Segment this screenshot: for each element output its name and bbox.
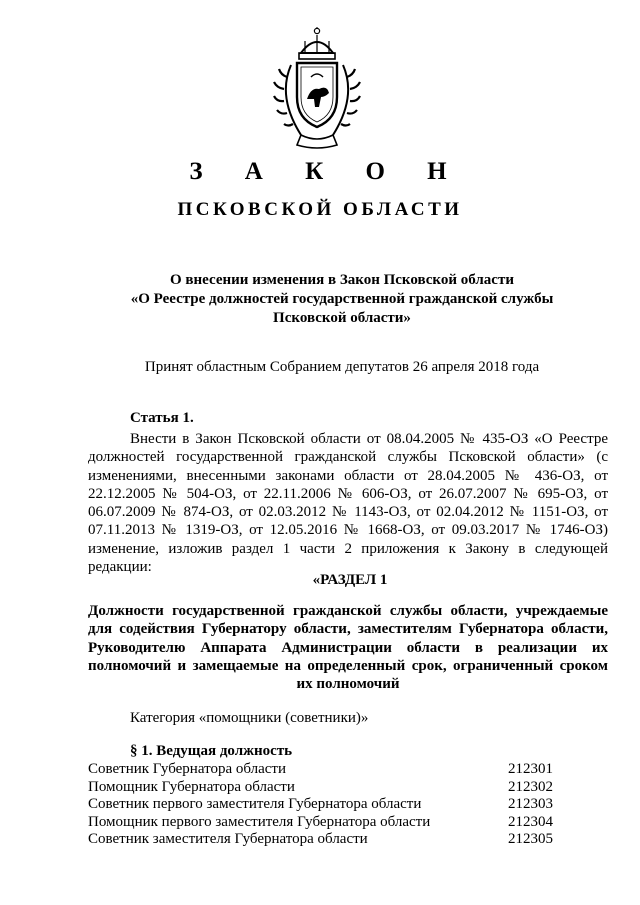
article-title: Статья 1. (130, 410, 194, 426)
section-description: Должности государственной гражданской службы области, учреждаемые для содействия Губернатору области, заместителям Губернатора области, Руководителю Аппарата Администрации области в реализации их полномочий и замещаемые на определенный срок, ограниченный сроком их полномочий (88, 603, 608, 693)
position-name: Советник первого заместителя Губернатора области (88, 796, 422, 812)
heading-line: «О Реестре должностей государственной гражданской службы (130, 291, 554, 307)
document-subtitle: ПСКОВСКОЙ ОБЛАСТИ (177, 199, 463, 220)
position-code: 212305 (508, 831, 553, 847)
position-code: 212302 (508, 778, 553, 795)
position-code: 212304 (508, 813, 553, 830)
category-label: Категория «помощники (советники)» (130, 710, 369, 726)
section-title: «РАЗДЕЛ 1 (312, 572, 388, 588)
adoption-note: Принят областным Собранием депутатов 26 апреля 2018 года (144, 359, 540, 375)
document-title: З А К О Н (189, 158, 465, 185)
heading-line: Псковской области» (273, 310, 411, 326)
list-item (88, 761, 608, 779)
law-heading (88, 271, 596, 328)
positions-list (88, 761, 608, 849)
list-item (88, 779, 608, 797)
position-code: 212303 (508, 796, 553, 812)
list-item (88, 796, 608, 814)
position-name: Помощник первого заместителя Губернатора области (88, 813, 431, 830)
position-name: Помощник Губернатора области (88, 778, 295, 795)
coat-of-arms-icon (267, 27, 367, 153)
list-item (88, 831, 608, 849)
heading-line: О внесении изменения в Закон Псковской области (170, 272, 514, 288)
position-code: 212301 (508, 761, 553, 777)
position-name: Советник Губернатора области (88, 761, 287, 777)
paragraph-title: § 1. Ведущая должность (130, 743, 293, 759)
article-text: Внести в Закон Псковской области от 08.04.2005 № 435-ОЗ «О Реестре должностей государственной гражданской службы Псковской области» (с изменениями, внесенными законами области от 28.04.2005 № 436-ОЗ, от 22.12.2005 № 504-ОЗ, от 22.11.2006 № 606-ОЗ, от 26.07.2007 № 695-ОЗ, от 06.07.2009 № 874-ОЗ, от 02.03.2012 № 1143-ОЗ, от 02.04.2012 № 1151-ОЗ, от 07.11.2013 № 1319-ОЗ, от 12.05.2016 № 1668-ОЗ, от 09.03.2017 № 1746-ОЗ) изменение, изложив раздел 1 части 2 приложения к Закону в следующей редакции: (88, 431, 608, 576)
list-item (88, 814, 608, 832)
position-name: Советник заместителя Губернатора области (88, 831, 368, 847)
